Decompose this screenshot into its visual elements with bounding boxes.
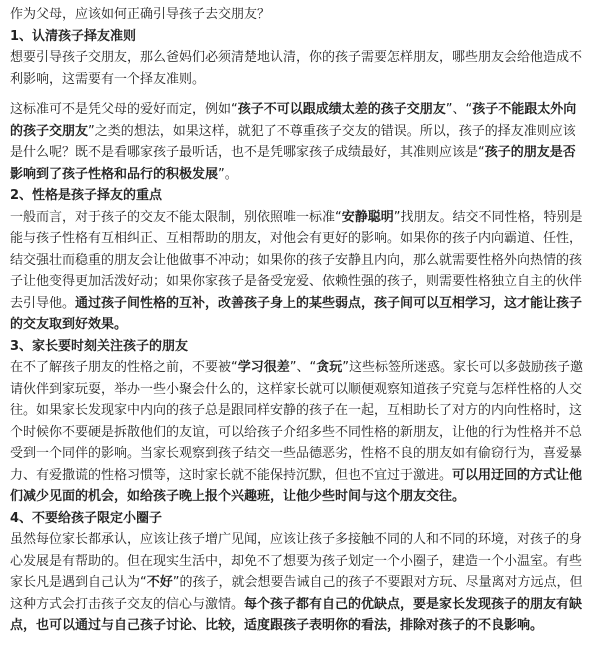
bold-text: 孩子不可以跟成绩太差的孩子交朋友 [237,102,446,117]
bold-text: 贪玩 [316,360,343,375]
section-heading: 4、不要给孩子限定小圈子 [10,510,163,526]
bold-text: 孩子不能跟太外向的孩子交朋友 [10,102,577,139]
text: ”之类的想法，如果这样，就犯了不尊重孩子交友的错误。所以，孩子的择友准则应该是什么呢？既不是看哪家孩子最听话，也不是凭哪家孩子成绩最好，其准则应该是“ [10,123,576,160]
bold-text: 可以用迂回的方式让他们减少见面的机会，如给孩子晚上报个兴趣班，让他少些时间与这个朋友交往。 [10,467,583,504]
text: ”找朋友。结交不同性格，特别是能与孩子性格有互相纠正、互相帮助的朋友，对他会有更好的影响。如果你的孩子内向霸道、任性，结交强壮而稳重的朋友会让他做事不冲动；如果你的孩子安静且内向，那么就需要性格外向热情的孩子让他变得更加活泼好动；如果你家孩子是备受宠爱、依赖性强的孩子，则需要性格独立自主的伙伴去引导他。 [10,209,583,311]
paragraph [10,529,588,637]
section-heading: 2、性格是孩子择友的重点 [10,188,163,203]
paragraph [10,47,588,90]
text: 在不了解孩子朋友的性格之前，不要被“ [10,360,238,375]
text: 这标准可不是凭父母的爱好而定，例如“ [10,102,238,117]
bold-text: 不好 [146,575,173,590]
bold-text: 孩子的朋友是否影响到了孩子性格和品行的积极发展 [10,145,576,182]
text: 想要引导孩子交朋友，那么爸妈们必须清楚地认清，你的孩子需要怎样朋友，哪些朋友会给他造成不利影响，这需要有一个择友准则。 [10,50,583,87]
text: 一般而言，对于孩子的交友不能太限制，别依照唯一标准“ [10,209,342,225]
bold-text: 每个孩子都有自己的优缺点，要是家长发现孩子的朋友有缺点，也可以通过与自己孩子讨论、比较，适度跟孩子表明你的看法，排除对孩子的不良影响。 [10,596,583,633]
text: ”、“ [445,102,473,117]
bold-text: 安静聪明 [341,209,394,225]
paragraph-gap [10,90,588,99]
paragraph [10,357,588,508]
text: ”的孩子，就会想要告诫自己的孩子不要跟对方玩、尽量离对方远点，但这种方式会打击孩子交友的信心与激情。 [10,575,583,612]
text: ”这些标签所迷惑。家长可以多鼓励孩子邀请伙伴到家玩耍，举办一些小聚会什么的，这样家长就可以顺便观察知道孩子究竟与怎样性格的人交往。如果家长发现家中内向的孩子总是跟同样安静的孩子在一起，互相助长了对方的内向性格时，这个时候你不要硬是拆散他们的友谊，可以给孩子介绍多些不同性格的新朋友，让他的行为性格并不总受到一个同伴的影响。当家长观察到孩子结交一些品德恶劣，性格不良的朋友如有偷窃行为，喜爱暴力、有爱撒谎的性格习惯等，这时家长就不能保持沉默，但也不宜过于激进。 [10,360,584,483]
paragraph [10,99,588,185]
text: ”。 [218,166,238,182]
section-heading: 1、认清孩子择友准则 [10,28,137,44]
text: 虽然每位家长都承认，应该让孩子增广见闻，应该让孩子多接触不同的人和不同的环境，对孩子的身心发展是有帮助的。但在现实生活中，却免不了想要为孩子划定一个小圈子，建造一个小温室。有些家长凡是遇到自己认为“ [10,532,583,590]
bold-text: 学习很差 [237,360,290,375]
text: ”、“ [289,360,317,375]
paragraph [10,207,588,336]
article-body [10,26,588,637]
section-heading: 3、家长要时刻关注孩子的朋友 [10,338,189,354]
article-title: 作为父母，应该如何正确引导孩子去交朋友？ [10,7,271,22]
bold-text: 通过孩子间性格的互补，改善孩子身上的某些弱点，孩子间可以互相学习，这才能让孩子的交友取到好效果。 [10,295,583,332]
